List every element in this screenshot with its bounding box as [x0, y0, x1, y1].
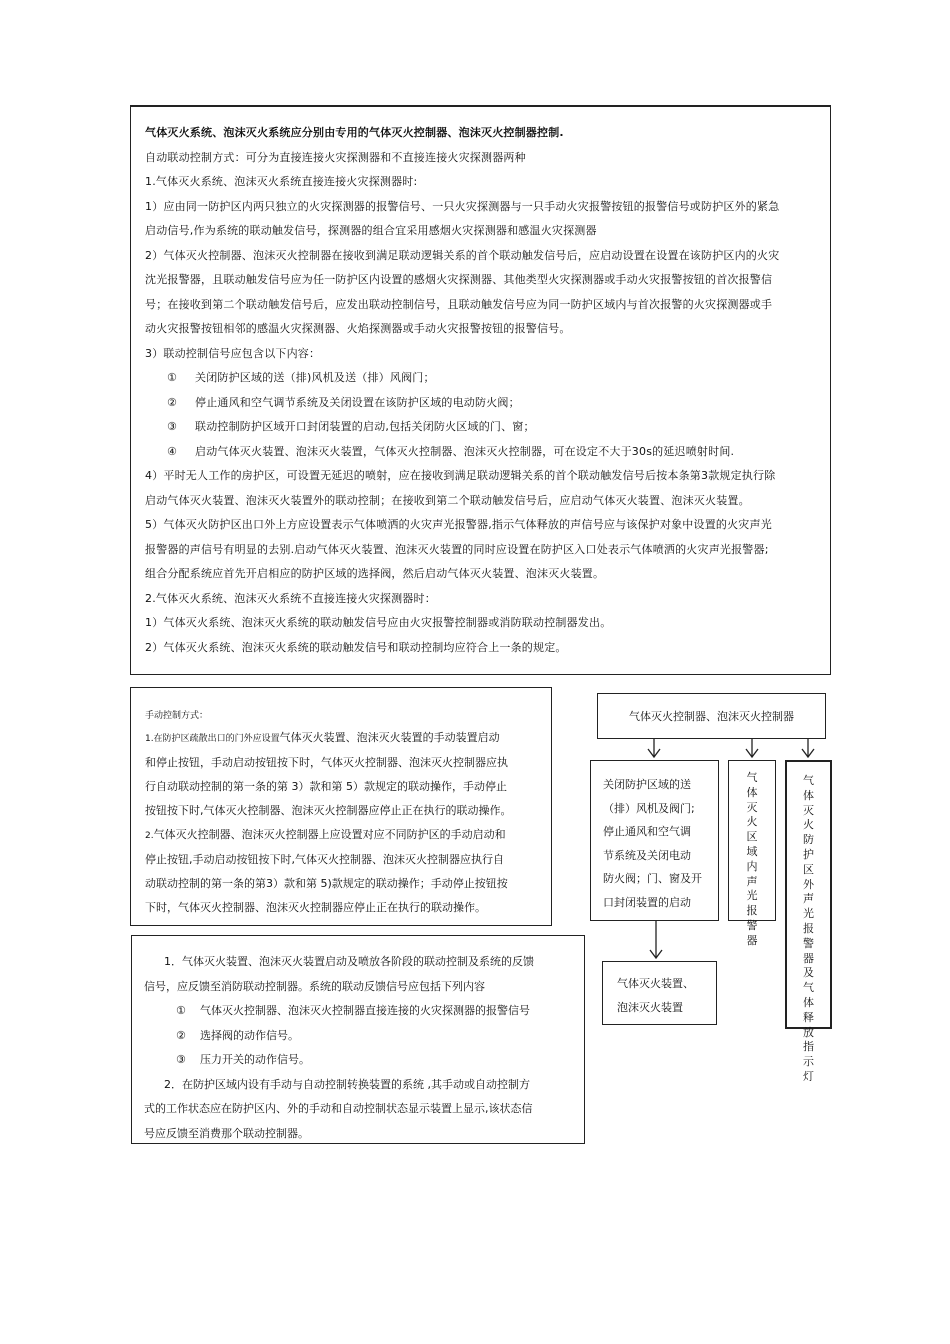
- para1-line1: 1）应由同一防护区内两只独立的火灾探测器的报警信号、一只火灾探测器与一只手动火灾报警按钮的报警信号或防护区外的紧急: [145, 199, 780, 213]
- manual1-rest: 气体灭火装置、泡沫灭火装置的手动装置启动: [279, 731, 500, 744]
- manual1-line4: 按钮按下时,气体灭火控制器、泡沫灭火控制器应停止正在执行的联动操作。: [145, 804, 512, 817]
- linkage-line: 防火阀；门、窗及开: [603, 872, 702, 885]
- diagram-outer-alarm-box: [785, 760, 832, 1083]
- para5-line1: 5）气体灭火防护区出口外上方应设置表示气体喷洒的火灾声光报警器,指示气体释放的声信号应与该保护对象中设置的火灾声光: [145, 518, 772, 531]
- linkage-line: （排）风机及阀门;: [603, 801, 695, 815]
- feedback-section: [131, 935, 585, 1144]
- list-item: [145, 391, 820, 416]
- sec1-heading: 1.气体灭火系统、泡沫灭火系统直接连接火灾探测器时:: [145, 175, 418, 188]
- item-text: 选择阀的动作信号。: [200, 1028, 299, 1042]
- diagram-controller-box: [597, 693, 826, 739]
- arrowhead-linkage: [648, 749, 660, 757]
- para2-line4: 动火灾报警按钮相邻的感温火灾探测器、火焰探测器或手动火灾报警按钮的报警信号。: [145, 322, 571, 335]
- item-number: ①: [167, 371, 178, 384]
- diagram-linkage-box: [590, 760, 719, 921]
- manual-heading: 手动控制方式：: [145, 711, 209, 721]
- inner-alarm-label: 气体灭火区域内声光报警器: [746, 771, 758, 947]
- manual1-line3: 行自动联动控制的第一条的第 3）款和第 5）款规定的联动操作，手动停止: [145, 780, 507, 793]
- feedback1-line2: 信号，应反馈至消防联动控制器。系统的联动反馈信号应包括下列内容: [144, 979, 485, 993]
- item-number: ③: [167, 420, 178, 433]
- feedback2-line2: 式的工作状态应在防护区内、外的手动和自动控制状态显示装置上显示,该状态信: [144, 1102, 533, 1115]
- list-item: [145, 415, 820, 440]
- item-number: ①: [176, 1004, 186, 1017]
- sec2-heading: 2.气体灭火系统、泡沫灭火系统不直接连接火灾探测器时：: [145, 591, 436, 605]
- list-item: [144, 1024, 576, 1049]
- manual2-line4: 下时，气体灭火控制器、泡沫灭火控制器应停止正在执行的联动操作。: [145, 901, 486, 914]
- manual1-line2: 和停止按钮，手动启动按钮按下时，气体灭火控制器、泡沫灭火控制器应执: [145, 756, 508, 769]
- item-number: ③: [176, 1053, 186, 1066]
- list-item: [144, 999, 576, 1024]
- linkage-line: 关闭防护区域的送: [603, 778, 691, 791]
- para5-line2: 报警器的声信号有明显的去别.启动气体灭火装置、泡沫灭火装置的同时应设置在防护区入口处表示气体喷洒的火灾声光报警器;: [145, 542, 769, 556]
- device-line: 泡沫灭火装置: [617, 1001, 683, 1014]
- manual2-line1: [145, 823, 543, 848]
- auto-control-section: [130, 105, 831, 675]
- para2-line1: 2）气体灭火控制器、泡沫灭火控制器在接收到满足联动逻辑关系的首个联动触发信号后，应启动设置在设置在该防护区内的火灾: [145, 248, 780, 262]
- diagram-device-box: [602, 961, 717, 1025]
- arrowhead-device: [650, 950, 662, 958]
- manual2-lead: 2.: [145, 831, 154, 841]
- para4-line1: 4）平时无人工作的房护区，可设置无延迟的喷射，应在接收到满足联动逻辑关系的首个联动触发信号后按本条第3款规定执行除: [145, 469, 776, 482]
- item-text: 气体灭火控制器、泡沫灭火控制器直接连接的火灾探测器的报警信号: [200, 1004, 530, 1017]
- list-item: [145, 440, 820, 465]
- manual2-line2: 停止按钮,手动启动按钮按下时,气体灭火控制器、泡沫灭火控制器应执行自: [145, 853, 504, 866]
- sec2-para2: 2）气体灭火系统、泡沫灭火系统的联动触发信号和联动控制均应符合上一条的规定。: [145, 640, 567, 654]
- item-number: ④: [167, 444, 178, 458]
- arrowhead-outer-alarm: [802, 749, 814, 757]
- para2-line2: 沈光报警器，且联动触发信号应为任一防护区内设置的感烟火灾探测器、其他类型火灾探测器或手动火灾报警按钮的首次报警信: [145, 273, 773, 286]
- para4-line2: 启动气体灭火装置、泡沫灭火装置外的联动控制；在接收到第二个联动触发信号后，应启动气体灭火装置、泡沫灭火装置。: [145, 493, 750, 507]
- manual-control-section: [130, 687, 552, 926]
- para1-line2: 启动信号,作为系统的联动触发信号，探测器的组合宜采用感烟火灾探测器和感温火灾探测器: [145, 224, 597, 237]
- feedback2-line3: 号应反馈至消费那个联动控制器。: [144, 1126, 309, 1140]
- manual2-rest: 气体灭火控制器、泡沫灭火控制器上应设置对应不同防护区的手动启动和: [153, 828, 506, 841]
- feedback2-line1: 2．在防护区域内设有手动与自动控制转换装置的系统 ,其手动或自动控制方: [164, 1077, 530, 1091]
- auto-mode-line: 自动联动控制方式：可分为直接连接火灾探测器和不直接连接火灾探测器两种: [145, 150, 526, 164]
- outer-alarm-label: 气体灭火防护区外声光报警器及气体释放指示灯: [803, 774, 814, 1083]
- manual1-line1: [145, 726, 543, 751]
- section-title: 气体灭火系统、泡沫灭火系统应分别由专用的气体灭火控制器、泡沫灭火控制器控制.: [145, 126, 564, 139]
- list-item: [145, 366, 820, 391]
- linkage-line: 停止通风和空气调: [603, 825, 691, 838]
- para3-heading: 3）联动控制信号应包含以下内容：: [145, 346, 321, 360]
- item-number: ②: [176, 1028, 186, 1042]
- sec2-para1: 1）气体灭火系统、泡沫灭火系统的联动触发信号应由火灾报警控制器或消防联动控制器发出。: [145, 616, 612, 629]
- item-number: ②: [167, 395, 178, 409]
- item-text: 压力开关的动作信号。: [200, 1053, 310, 1066]
- linkage-line: 节系统及关闭电动: [603, 848, 691, 862]
- item-text: 停止通风和空气调节系统及关闭设置在该防护区域的电动防火阀；: [195, 395, 520, 409]
- manual2-line3: 动联动控制的第一条的第3）款和第 5)款规定的联动操作；手动停止按钮按: [145, 877, 508, 890]
- linkage-line: 口封闭装置的启动: [603, 895, 691, 909]
- item-text: 启动气体灭火装置、泡沫灭火装置，气体灭火控制器、泡沫灭火控制器，可在设定不大于30s的延迟喷射时间.: [195, 444, 735, 458]
- arrowhead-inner-alarm: [746, 749, 758, 757]
- item-text: 联动控制防护区域开口封闭装置的启动,包括关闭防火区域的门、窗；: [195, 420, 535, 433]
- list-item: [144, 1048, 576, 1073]
- para2-line3: 号；在接收到第二个联动触发信号后，应发出联动控制信号，且联动触发信号应为同一防护区域内与首次报警的火灾探测器或手: [145, 297, 773, 311]
- controller-label: 气体灭火控制器、泡沫灭火控制器: [629, 710, 794, 723]
- manual1-lead: 1.在防护区疏散出口的门外应设置: [145, 734, 280, 744]
- para5-line3: 组合分配系统应首先开启相应的防护区域的选择阀，然后启动气体灭火装置、泡沫灭火装置。: [145, 567, 605, 580]
- diagram-inner-alarm-box: [728, 760, 776, 947]
- item-text: 关闭防护区域的送（排)风机及送（排）风阀门；: [195, 371, 435, 384]
- feedback1-line1: 1．气体灭火装置、泡沫灭火装置启动及喷放各阶段的联动控制及系统的反馈: [164, 955, 534, 968]
- device-line: 气体灭火装置、: [617, 977, 694, 990]
